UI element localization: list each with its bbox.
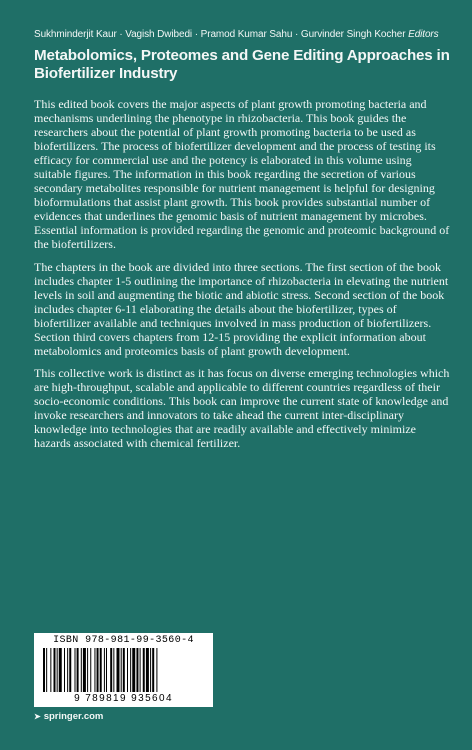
barcode-bar <box>94 648 95 692</box>
isbn-label: ISBN 978-981-99-3560-4 <box>53 635 194 646</box>
barcode-bar <box>156 648 157 692</box>
description-paragraph: The chapters in the book are divided into three sections. The first section of the book includes chapter 1-5 outlining the importance of rhizobacteria in elevating the nutrient levels in soil and augmenting the biotic and abiotic stress. Second section of the book includes chapter 6-11 elaborating the details about the biofertilizer, types of biofertilizer available and techniques involved in mass production of biofertilizers. Section third covers chapters from 12-15 providing the explicit information about metabolomics and proteomics basis of plant growth development. <box>34 259 449 358</box>
barcode-bar <box>50 648 51 692</box>
barcode-bar <box>100 648 102 692</box>
barcode-bar <box>136 648 138 692</box>
barcode-bar <box>152 648 154 692</box>
publisher-url: springer.com <box>43 711 104 722</box>
barcode-bar <box>117 648 120 692</box>
book-title: Metabolomics, Proteomes and Gene Editing Approaches in Biofertilizer Industry <box>34 47 450 82</box>
barcode-bar <box>97 648 99 692</box>
barcode-bar <box>121 648 122 692</box>
barcode-bar <box>123 648 125 692</box>
barcode-bar <box>146 648 149 692</box>
barcode-bars <box>42 648 205 692</box>
barcode-bar <box>113 648 114 692</box>
barcode-bar <box>104 648 105 692</box>
barcode-bar <box>143 648 145 692</box>
barcode-bar <box>59 648 62 692</box>
barcode-bar <box>75 648 76 692</box>
barcode-bar <box>130 648 131 692</box>
description-paragraph: This edited book covers the major aspects of plant growth promoting bacteria and mechanisms underlining the phenotype in rhizobacteria. This book guides the researchers about the potential of plant growth promoting bacteria to be used as biofertilizers. The process of biofertilizer development and the process of testing its efficacy for commercial use and the potency is elaborated in this volume using suitable figures. The information in this book regarding the secretion of various secondary metabolites responsible for nutrient management is helpful for designing bioformulations that assist plant growth. This book provides substantial number of evidences that underlines the genomic basis of nutrient management by microbes. Essential information is provided regarding the genomic and proteomic background of the biofertilizers. <box>34 97 450 252</box>
editors-role: Editors <box>408 29 439 40</box>
barcode-bar <box>57 648 58 692</box>
barcode-bar <box>132 648 135 692</box>
arrow-right-icon: ➤ <box>34 712 41 721</box>
barcode-bar <box>83 648 86 692</box>
barcode-bar <box>67 648 68 692</box>
barcode-bar <box>127 648 128 692</box>
barcode-bar <box>77 648 79 692</box>
editors-line <box>34 29 454 40</box>
barcode-bar <box>140 648 141 692</box>
isbn-barcode <box>34 633 213 707</box>
barcode-bar <box>54 648 56 692</box>
barcode-bar <box>46 648 47 692</box>
barcode-bar <box>90 648 91 692</box>
barcode-bar <box>81 648 82 692</box>
barcode-bar <box>87 648 88 692</box>
publisher-link[interactable] <box>34 711 103 722</box>
barcode-bar <box>110 648 112 692</box>
description-paragraph: This collective work is distinct as it has focus on diverse emerging technologies which are high-throughput, scalable and applicable to different countries regardless of their socio-economic conditions. This book can improve the current state of knowledge and invoke researchers and innovators to take ahead the current inter-disciplinary knowledge into technologies that are readily available and effectively minimize hazards associated with chemical fertilizer. <box>34 365 450 451</box>
barcode-bar <box>43 648 45 692</box>
barcode-bar <box>64 648 65 692</box>
editor-names: Sukhminderjit Kaur · Vagish Dwibedi · Pramod Kumar Sahu · Gurvinder Singh Kocher <box>34 29 406 40</box>
barcode-bar <box>69 648 71 692</box>
barcode-bar <box>106 648 107 692</box>
barcode-digits: 9 789819 935604 <box>74 693 173 704</box>
barcode-bar <box>150 648 151 692</box>
book-description <box>34 97 450 458</box>
